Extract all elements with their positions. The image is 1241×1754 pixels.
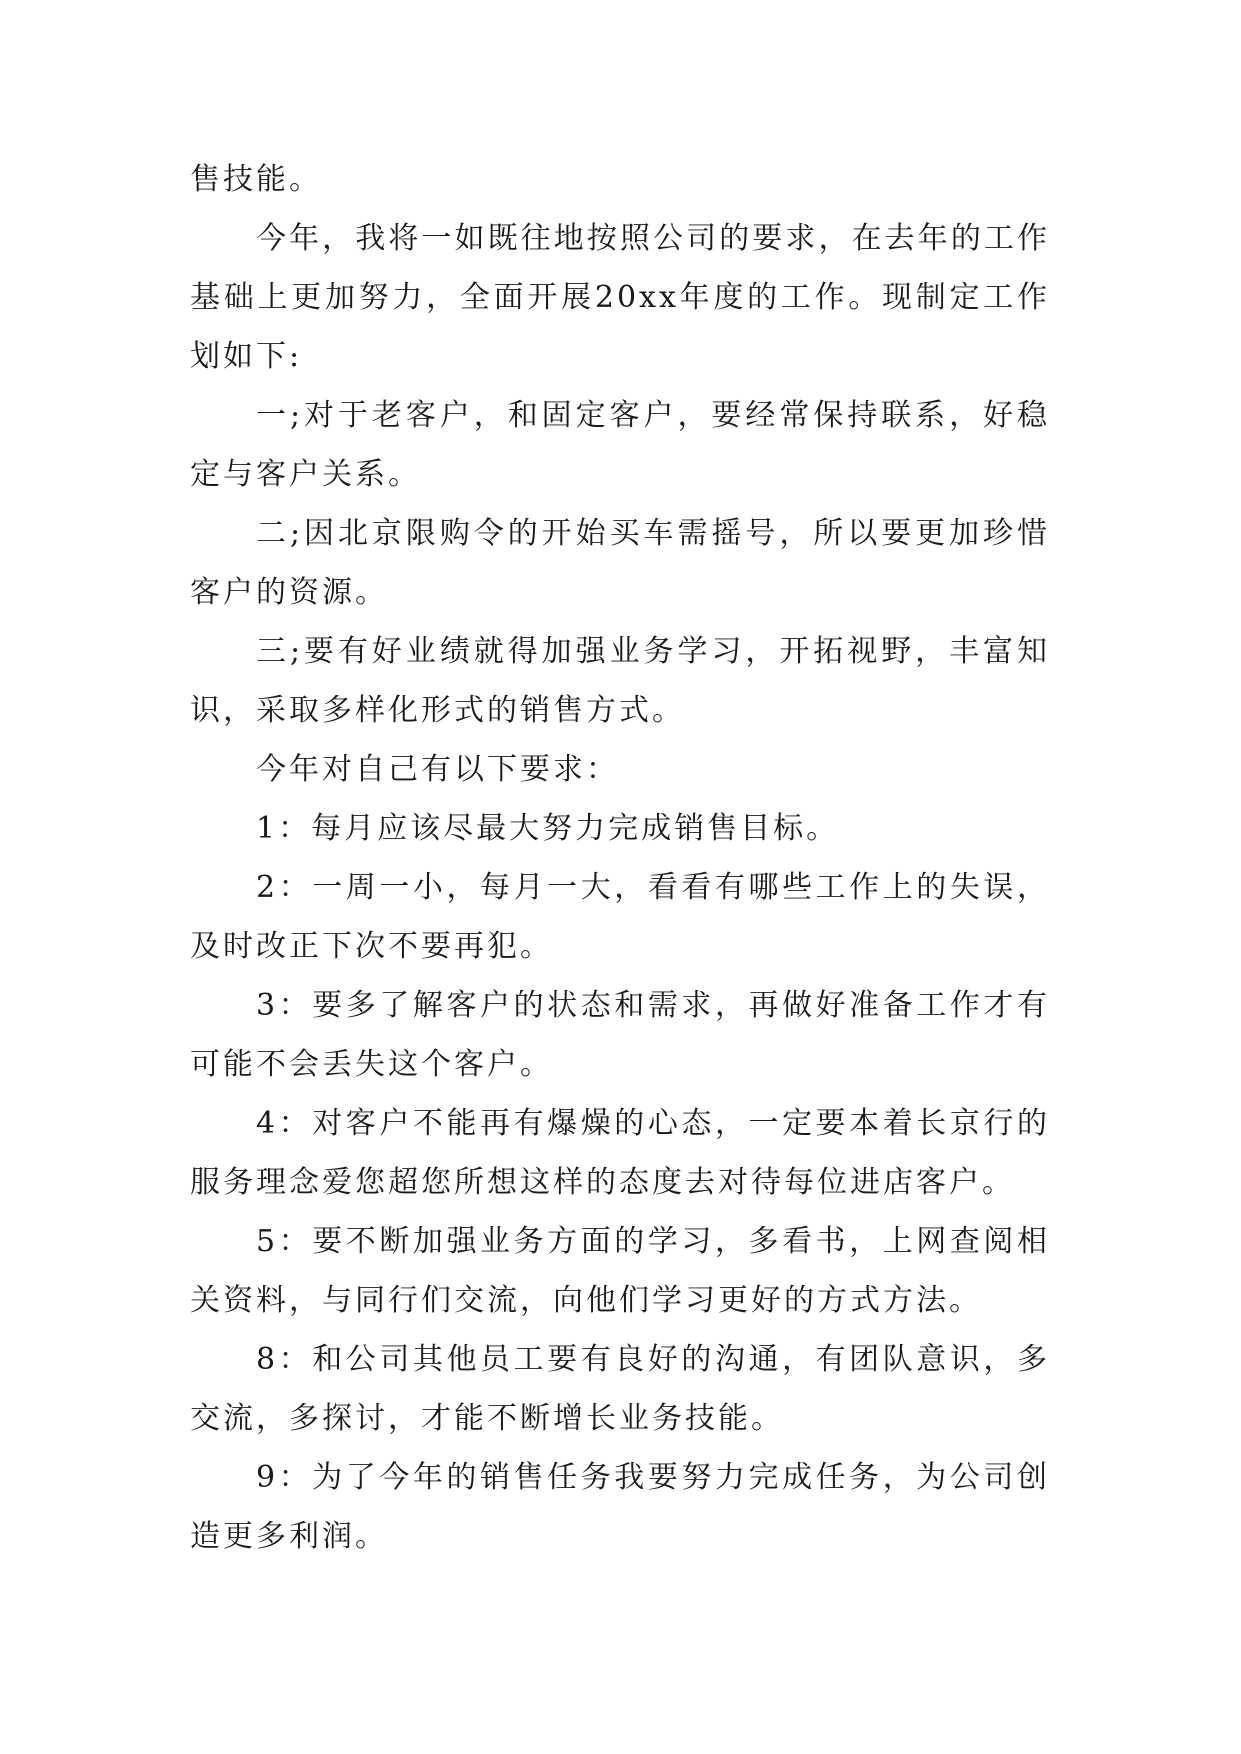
paragraph-11: 5：要不断加强业务方面的学习，多看书，上网查阅相关资料，与同行们交流，向他们学习更好的方式方法。 [190,1224,1050,1318]
paragraph-1: 售技能。 [190,162,322,197]
paragraph-12: 8：和公司其他员工要有良好的沟通，有团队意识，多交流，多探讨，才能不断增长业务技能。 [190,1342,1050,1436]
paragraph-3: 一;对于老客户，和固定客户，要经常保持联系，好稳定与客户关系。 [190,398,1050,492]
paragraph-7: 1：每月应该尽最大努力完成销售目标。 [256,811,840,846]
paragraph-5: 三;要有好业绩就得加强业务学习，开拓视野，丰富知识，采取多样化形式的销售方式。 [190,634,1050,728]
paragraph-6: 今年对自己有以下要求： [256,752,619,787]
paragraph-9: 3：要多了解客户的状态和需求，再做好准备工作才有可能不会丢失这个客户。 [190,988,1050,1082]
paragraph-10: 4：对客户不能再有爆燥的心态，一定要本着长京行的服务理念爱您超您所想这样的态度去对待每位进店客户。 [190,1106,1050,1200]
paragraph-4: 二;因北京限购令的开始买车需摇号，所以要更加珍惜客户的资源。 [190,516,1050,610]
paragraph-13: 9：为了今年的销售任务我要努力完成任务，为公司创造更多利润。 [190,1460,1050,1554]
paragraph-8: 2：一周一小，每月一大，看看有哪些工作上的失误，及时改正下次不要再犯。 [190,870,1050,964]
document-body [190,150,1050,1566]
paragraph-2: 今年，我将一如既往地按照公司的要求，在去年的工作基础上更加努力，全面开展20xx年度的工作。现制定工作划如下: [190,221,1050,374]
